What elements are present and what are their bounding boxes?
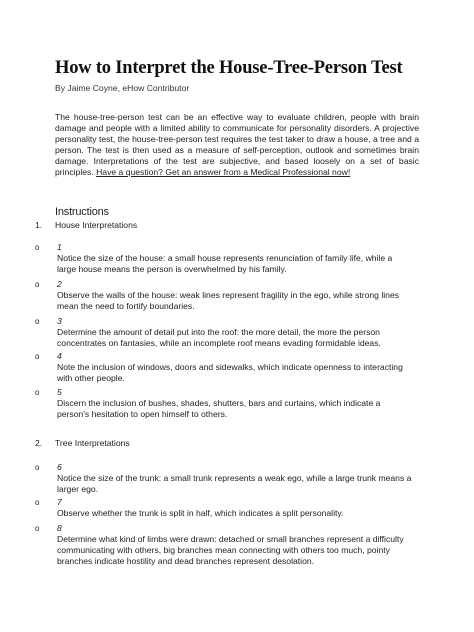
bullet-icon: o <box>35 463 40 472</box>
item-text: Determine the amount of detail put into the roof: the more detail, the more the person concentrates on fantasies, while an incomplete roof means evading formidable ideas. <box>57 327 381 348</box>
item-number: 6 <box>57 462 62 472</box>
item-number: 1 <box>57 242 62 252</box>
intro-text: The house-tree-person test can be an effective way to evaluate children, people with brain damage and people with a limited ability to communicate for personality disorders. A projective personality test, the house-tree-person test requires the test taker to draw a house, a tree and a person. The test is then used as a measure of self-perception, outlook and sometimes brain damage. Interpretations of the test are subjective, and based loosely on a set of basic principles. <box>55 112 419 177</box>
item-text: Determine what kind of limbs were drawn: detached or small branches represent a difficulty communicating with others, big branches mean connecting with others too much, pointy branches indicate hostility and dead branches represent desolation. <box>57 534 404 566</box>
section-tree-interpretations <box>35 438 130 448</box>
instructions-heading: Instructions <box>55 206 109 218</box>
bullet-icon: o <box>35 498 40 507</box>
item-text: Discern the inclusion of bushes, shades, shutters, bars and curtains, which indicate a person's hesitation to open himself to others. <box>57 398 381 419</box>
item-number: 4 <box>57 351 62 361</box>
item-number: 3 <box>57 316 62 326</box>
bullet-icon: o <box>35 280 40 289</box>
bullet-icon: o <box>35 317 40 326</box>
bullet-icon: o <box>35 388 40 397</box>
bullet-icon: o <box>35 352 40 361</box>
item-text: Observe the walls of the house: weak lines represent fragility in the ego, while strong lines mean the need to fortify boundaries. <box>57 290 400 311</box>
section-title: Tree Interpretations <box>55 438 130 448</box>
intro-paragraph <box>55 112 419 178</box>
section-house-interpretations <box>35 220 137 230</box>
ask-question-link[interactable]: Have a question? Get an answer from a Medical Professional now! <box>96 167 351 177</box>
item-text: Observe whether the trunk is split in half, which indicates a split personality. <box>57 508 344 518</box>
section-title: House Interpretations <box>55 220 138 230</box>
bullet-icon: o <box>35 524 40 533</box>
byline: By Jaime Coyne, eHow Contributor <box>55 83 190 93</box>
section-number: 2. <box>35 438 43 448</box>
section-number: 1. <box>35 220 43 230</box>
item-number: 5 <box>57 387 62 397</box>
item-text: Note the inclusion of windows, doors and sidewalks, which indicate openness to interacting with other people. <box>57 362 403 383</box>
item-text: Notice the size of the trunk: a small trunk represents a weak ego, while a large trunk means a larger ego. <box>57 473 412 494</box>
item-number: 8 <box>57 523 62 533</box>
item-number: 7 <box>57 497 62 507</box>
bullet-icon: o <box>35 243 40 252</box>
item-number: 2 <box>57 279 62 289</box>
item-text: Notice the size of the house: a small house represents renunciation of family life, while a large house means the person is overwhelmed by his family. <box>57 253 393 274</box>
page-title: How to Interpret the House-Tree-Person Test <box>55 58 403 78</box>
